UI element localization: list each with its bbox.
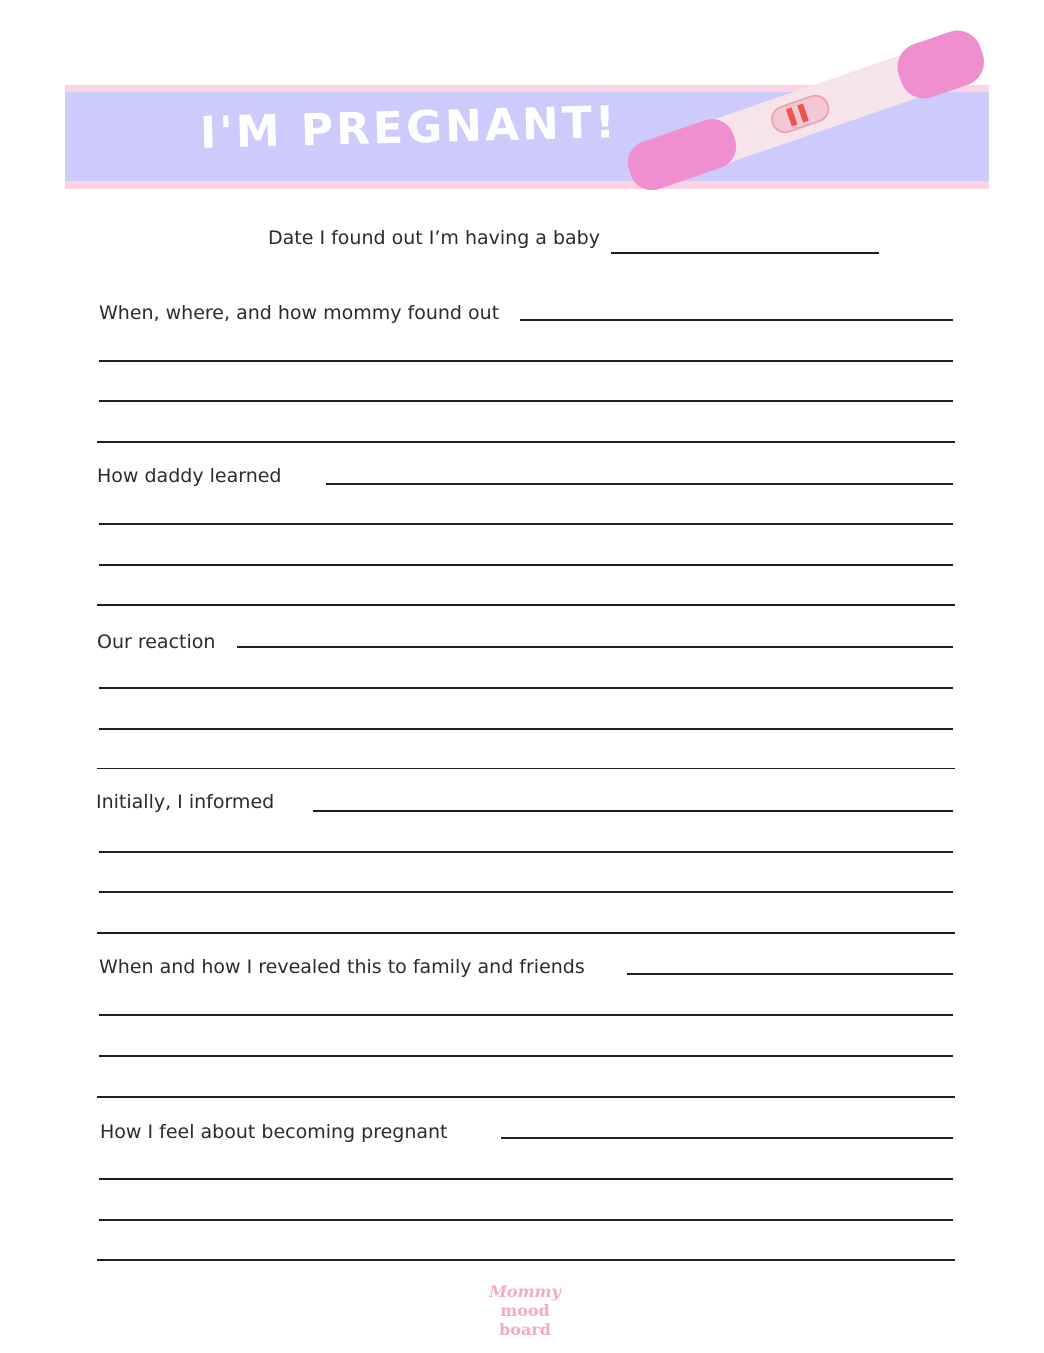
revealed-family-friends-line-3[interactable] [99,1055,953,1057]
date-found-out-label: Date I found out I’m having a baby [268,227,600,249]
mommy-found-out-label: When, where, and how mommy found out [99,302,500,324]
initially-informed-label: Initially, I informed [96,791,275,813]
page-title: I'M PREGNANT! [199,97,619,159]
mommy-found-out-line-4[interactable] [97,441,955,443]
daddy-learned-line-2[interactable] [99,523,953,525]
feel-about-pregnant-line-3[interactable] [99,1219,953,1221]
our-reaction-label: Our reaction [97,631,216,653]
our-reaction-line-3[interactable] [99,728,953,730]
revealed-family-friends-line-1[interactable] [627,973,953,975]
revealed-family-friends-label: When and how I revealed this to family and friends [99,956,585,978]
feel-about-pregnant-label: How I feel about becoming pregnant [100,1121,448,1143]
logo-line-3: board [499,1320,551,1339]
mommy-found-out-line-2[interactable] [99,360,953,362]
brand-logo [470,1282,580,1350]
daddy-learned-line-3[interactable] [99,564,953,566]
our-reaction-line-1[interactable] [237,646,953,648]
our-reaction-line-2[interactable] [99,687,953,689]
initially-informed-line-4[interactable] [97,932,955,934]
logo-line-2: mood [500,1301,550,1320]
daddy-learned-line-1[interactable] [326,483,953,485]
date-found-out-field[interactable] [611,252,879,254]
revealed-family-friends-line-2[interactable] [99,1014,953,1016]
initially-informed-line-2[interactable] [99,851,953,853]
initially-informed-line-1[interactable] [313,810,953,812]
initially-informed-line-3[interactable] [99,891,953,893]
feel-about-pregnant-line-2[interactable] [99,1178,953,1180]
pregnancy-test-icon [600,0,1000,190]
logo-line-1: Mommy [489,1282,561,1301]
mommy-found-out-line-1[interactable] [520,319,953,321]
daddy-learned-line-4[interactable] [97,604,955,606]
daddy-learned-label: How daddy learned [97,465,282,487]
our-reaction-line-4[interactable] [97,768,955,769]
feel-about-pregnant-line-4[interactable] [97,1259,955,1261]
mommy-found-out-line-3[interactable] [99,400,953,402]
feel-about-pregnant-line-1[interactable] [501,1137,953,1139]
revealed-family-friends-line-4[interactable] [97,1096,955,1098]
